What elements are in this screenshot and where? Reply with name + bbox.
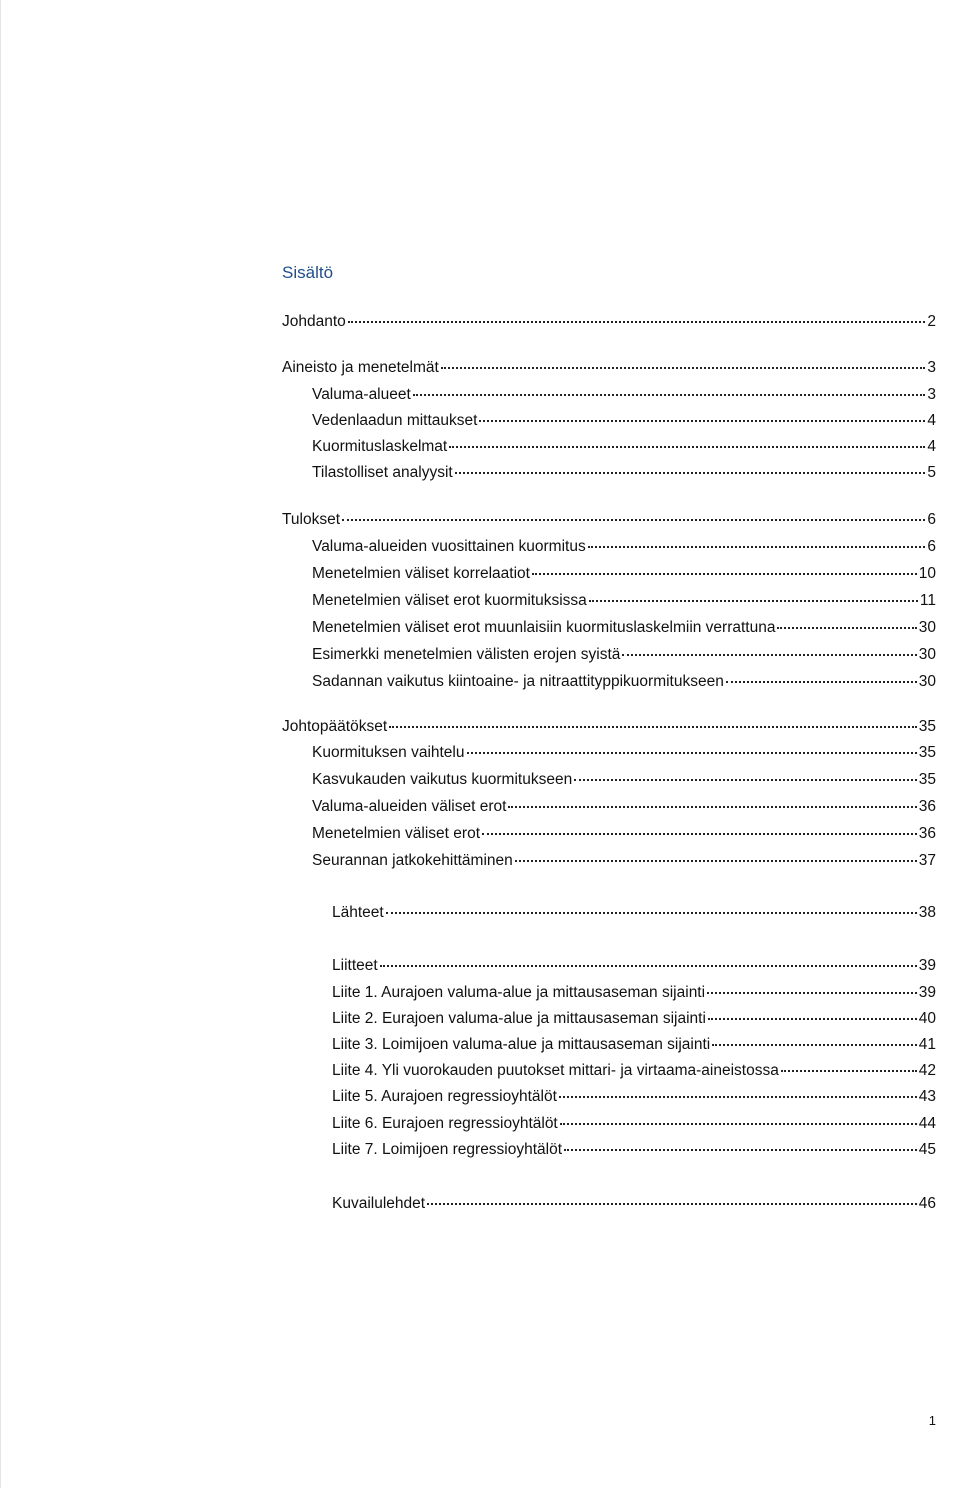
toc-entry-text: Johtopäätökset	[282, 718, 388, 735]
toc-entry-johdanto[interactable]	[282, 311, 936, 333]
toc-entry-text: Sadannan vaikutus kiintoaine- ja nitraattityppikuormitukseen	[312, 673, 724, 690]
page-number: 1	[928, 1413, 936, 1428]
toc-entry-valuma-alueet[interactable]	[312, 384, 936, 406]
toc-dot-leader	[589, 600, 918, 602]
toc-dot-leader	[467, 752, 917, 754]
toc-entry-text: Liite 6. Eurajoen regressioyhtälöt	[332, 1115, 558, 1132]
toc-dot-leader	[479, 420, 925, 422]
toc-dot-leader	[441, 367, 926, 369]
toc-entry-text: Tilastolliset analyysit	[312, 464, 453, 481]
toc-entry-text: Liite 5. Aurajoen regressioyhtälöt	[332, 1088, 557, 1105]
toc-entry-page: 3	[927, 359, 936, 376]
toc-entry-text: Kasvukauden vaikutus kuormitukseen	[312, 771, 573, 788]
toc-entry-page: 42	[918, 1062, 936, 1079]
toc-dot-leader	[342, 519, 925, 521]
toc-entry-kuvailulehdet[interactable]	[332, 1193, 936, 1215]
toc-entry-page: 5	[927, 464, 936, 481]
toc-dot-leader	[707, 992, 917, 994]
toc-entry-tilastolliset-analyysit[interactable]	[312, 462, 936, 484]
toc-entry-text: Menetelmien väliset erot	[312, 825, 480, 842]
toc-entry-page: 44	[918, 1115, 936, 1132]
toc-entry-liite-5[interactable]	[332, 1086, 936, 1108]
toc-entry-page: 39	[918, 957, 936, 974]
toc-entry-page: 30	[918, 673, 936, 690]
toc-entry-page: 3	[927, 386, 936, 403]
toc-entry-text: Menetelmien väliset korrelaatiot	[312, 565, 530, 582]
toc-entry-erot-kuormituksissa[interactable]	[312, 590, 936, 612]
toc-entry-page: 38	[918, 904, 936, 921]
toc-dot-leader	[532, 573, 917, 575]
toc-entry-page: 10	[918, 565, 936, 582]
toc-entry-text: Kuvailulehdet	[332, 1195, 426, 1212]
toc-entry-liite-2[interactable]	[332, 1008, 936, 1030]
toc-entry-page: 35	[918, 718, 936, 735]
toc-dot-leader	[380, 965, 917, 967]
toc-entry-tulokset[interactable]	[282, 509, 936, 531]
toc-entry-text: Liite 7. Loimijoen regressioyhtälöt	[332, 1141, 563, 1158]
toc-entry-text: Kuormituksen vaihtelu	[312, 744, 465, 761]
toc-entry-erot-muunlaisiin[interactable]	[312, 617, 936, 639]
toc-dot-leader	[622, 654, 916, 656]
toc-entry-kuormituksen-vaihtelu[interactable]	[312, 742, 936, 764]
toc-entry-liite-4[interactable]	[332, 1060, 936, 1082]
toc-entry-text: Valuma-alueiden väliset erot	[312, 798, 507, 815]
toc-dot-leader	[348, 321, 926, 323]
toc-dot-leader	[515, 860, 917, 862]
toc-entry-page: 11	[919, 592, 936, 609]
toc-entry-text: Valuma-alueiden vuosittainen kuormitus	[312, 538, 586, 555]
toc-entry-vuosittainen-kuormitus[interactable]	[312, 536, 936, 558]
toc-entry-text: Liite 4. Yli vuorokauden puutokset mittari- ja virtaama-aineistossa	[332, 1062, 779, 1079]
toc-dot-leader	[449, 446, 925, 448]
toc-title: Sisältö	[282, 263, 334, 282]
toc-entry-text: Tulokset	[282, 511, 341, 528]
toc-entry-liite-6[interactable]	[332, 1113, 936, 1135]
toc-entry-liite-1[interactable]	[332, 982, 936, 1004]
toc-entry-page: 36	[918, 825, 936, 842]
page-left-edge	[0, 0, 1, 1488]
toc-entry-kasvukauden-vaikutus[interactable]	[312, 769, 936, 791]
toc-dot-leader	[726, 681, 917, 683]
toc-entry-page: 36	[918, 798, 936, 815]
toc-dot-leader	[560, 1123, 917, 1125]
toc-dot-leader	[413, 394, 926, 396]
toc-entry-aineisto[interactable]	[282, 357, 936, 379]
toc-entry-text: Menetelmien väliset erot kuormituksissa	[312, 592, 587, 609]
toc-entry-page: 4	[927, 412, 936, 429]
toc-entry-page: 35	[918, 771, 936, 788]
toc-entry-korrelaatiot[interactable]	[312, 563, 936, 585]
toc-entry-text: Menetelmien väliset erot muunlaisiin kuormituslaskelmiin verrattuna	[312, 619, 776, 636]
toc-entry-text: Liite 2. Eurajoen valuma-alue ja mittausaseman sijainti	[332, 1010, 706, 1027]
toc-entry-page: 6	[927, 511, 936, 528]
toc-dot-leader	[708, 1018, 917, 1020]
toc-dot-leader	[559, 1096, 917, 1098]
toc-entry-text: Johdanto	[282, 313, 346, 330]
toc-entry-jatkokehittaminen[interactable]	[312, 850, 936, 872]
toc-entry-liitteet[interactable]	[332, 955, 936, 977]
toc-entry-kuormituslaskelmat[interactable]	[312, 436, 936, 458]
toc-dot-leader	[564, 1149, 917, 1151]
toc-entry-valuma-alueiden-erot[interactable]	[312, 796, 936, 818]
toc-dot-leader	[588, 546, 926, 548]
toc-entry-page: 45	[918, 1141, 936, 1158]
toc-entry-text: Lähteet	[332, 904, 384, 921]
toc-entry-page: 6	[927, 538, 936, 555]
toc-dot-leader	[781, 1070, 917, 1072]
toc-dot-leader	[574, 779, 917, 781]
toc-entry-text: Liite 1. Aurajoen valuma-alue ja mittausaseman sijainti	[332, 984, 706, 1001]
toc-entry-page: 41	[918, 1036, 936, 1053]
toc-entry-text: Liitteet	[332, 957, 378, 974]
toc-entry-esimerkki[interactable]	[312, 644, 936, 666]
toc-entry-text: Seurannan jatkokehittäminen	[312, 852, 513, 869]
toc-entry-menetelmien-erot[interactable]	[312, 823, 936, 845]
toc-entry-liite-3[interactable]	[332, 1034, 936, 1056]
toc-dot-leader	[386, 912, 917, 914]
toc-entry-page: 30	[918, 646, 936, 663]
toc-entry-text: Liite 3. Loimijoen valuma-alue ja mittausaseman sijainti	[332, 1036, 711, 1053]
toc-entry-text: Valuma-alueet	[312, 386, 411, 403]
toc-entry-page: 2	[927, 313, 936, 330]
toc-entry-page: 39	[918, 984, 936, 1001]
toc-dot-leader	[389, 726, 917, 728]
toc-dot-leader	[427, 1203, 917, 1205]
toc-entry-text: Kuormituslaskelmat	[312, 438, 448, 455]
toc-entry-lahteet[interactable]	[332, 902, 936, 924]
toc-entry-page: 43	[918, 1088, 936, 1105]
toc-entry-johtopaatokset[interactable]	[282, 716, 936, 738]
toc-entry-page: 30	[918, 619, 936, 636]
toc-dot-leader	[482, 833, 917, 835]
toc-entry-liite-7[interactable]	[332, 1139, 936, 1161]
toc-dot-leader	[712, 1044, 917, 1046]
toc-entry-text: Esimerkki menetelmien välisten erojen syistä	[312, 646, 621, 663]
toc-dot-leader	[777, 627, 916, 629]
toc-entry-page: 46	[918, 1195, 936, 1212]
toc-entry-text: Vedenlaadun mittaukset	[312, 412, 478, 429]
toc-entry-vedenlaadun-mittaukset[interactable]	[312, 410, 936, 432]
toc-entry-page: 4	[927, 438, 936, 455]
toc-dot-leader	[455, 472, 926, 474]
toc-entry-page: 37	[918, 852, 936, 869]
toc-entry-page: 35	[918, 744, 936, 761]
toc-entry-sadannan-vaikutus[interactable]	[312, 671, 936, 693]
toc-entry-page: 40	[918, 1010, 936, 1027]
toc-dot-leader	[508, 806, 916, 808]
toc-entry-text: Aineisto ja menetelmät	[282, 359, 439, 376]
